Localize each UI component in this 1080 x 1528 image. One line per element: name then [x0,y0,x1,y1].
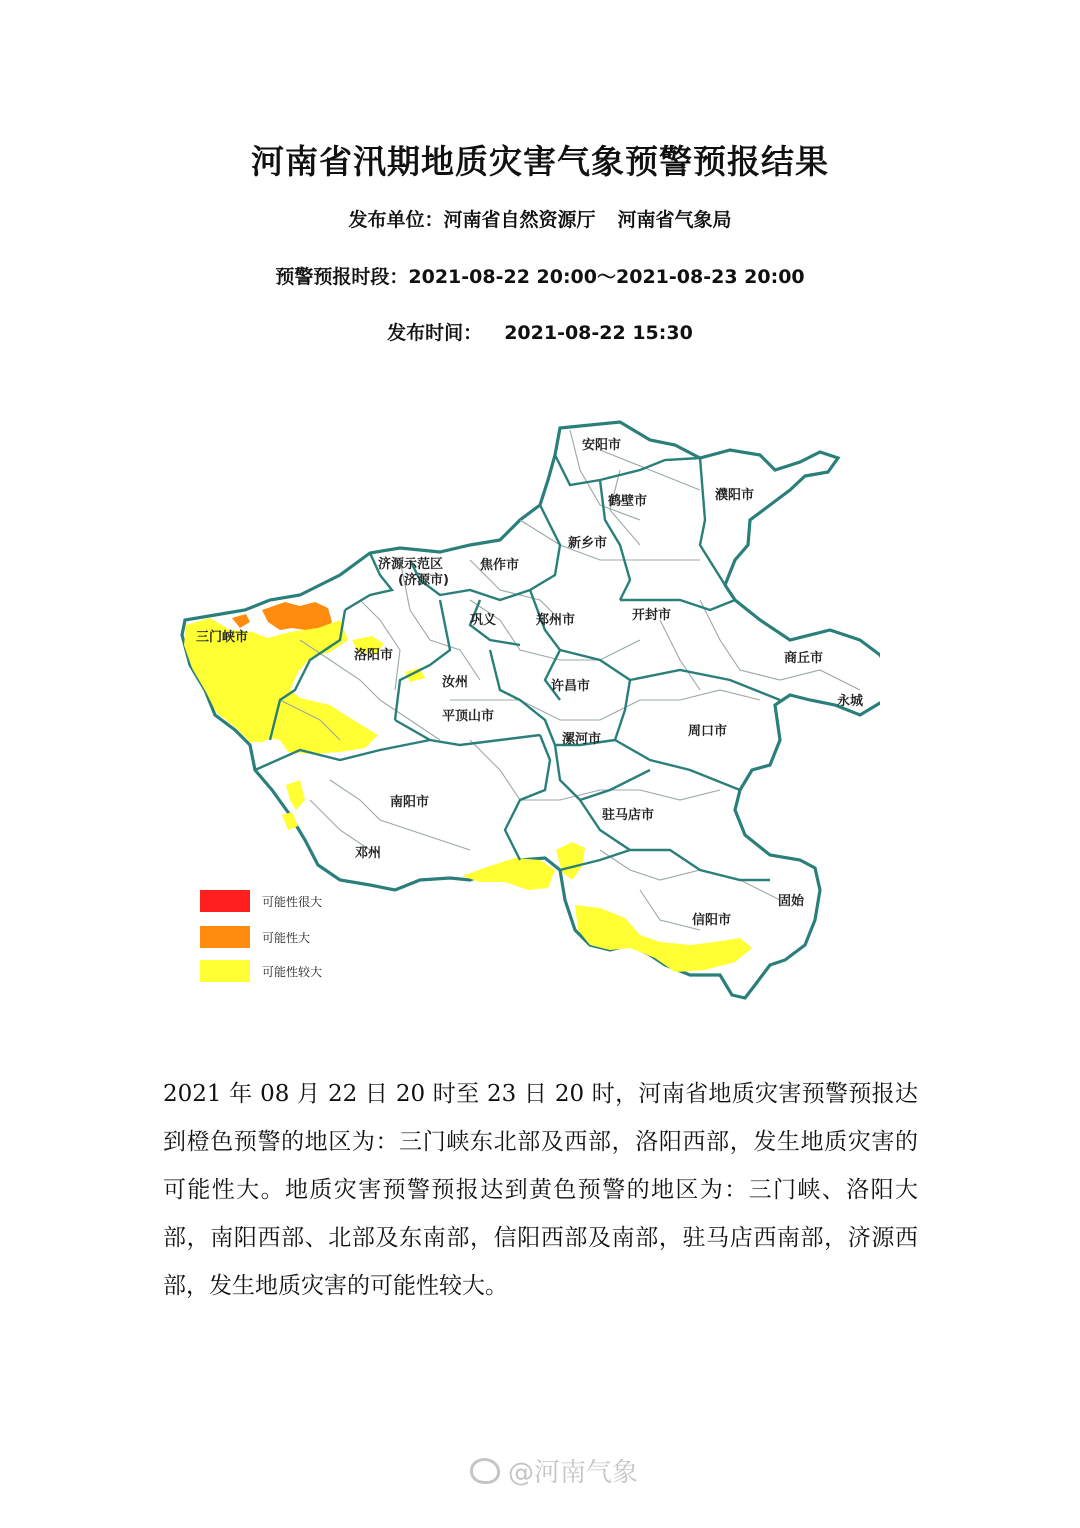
period-line [0,262,1080,289]
city-label-anyang: 安阳市 [582,438,622,453]
legend-swatch-high [200,926,250,948]
period-label: 预警预报时段： [275,266,409,288]
city-label-puyang: 濮阳市 [715,488,755,503]
city-label-xinyang: 信阳市 [692,913,732,928]
city-label-hebi: 鹤壁市 [608,494,648,509]
issuer-org1: 河南省自然资源厅 [443,209,596,231]
city-label-sanmenxia: 三门峡市 [196,630,249,645]
legend-label-high: 可能性大 [262,931,311,945]
city-label-jiyuan: 济源示范区 [378,557,444,572]
issuer-label: 发布单位： [348,209,444,231]
city-label-jiaozuo: 焦作市 [480,558,520,573]
city-label-zhumadian: 驻马店市 [602,808,655,823]
issuer-org2: 河南省气象局 [617,209,732,231]
legend-label-very-high: 可能性很大 [262,895,323,909]
city-label-nanyang: 南阳市 [390,795,430,810]
issue-time-label: 发布时间： [387,322,483,344]
city-label-luoyang: 洛阳市 [354,648,394,663]
weibo-icon [470,1458,500,1484]
city-label-jiyuan-sub: (济源市) [398,573,449,588]
watermark-text: @河南气象 [508,1458,639,1488]
city-label-xinxiang: 新乡市 [568,536,608,551]
legend-label-moderate: 可能性较大 [262,965,323,979]
city-label-ruzhou: 汝州 [442,675,469,690]
city-label-dengzhou: 邓州 [355,846,382,861]
city-label-yongcheng: 永城 [837,694,864,709]
page-title: 河南省汛期地质灾害气象预警预报结果 [251,142,829,181]
city-label-zhoukou: 周口市 [688,724,728,739]
city-label-gongyi: 巩义 [470,613,497,628]
city-label-gushi: 固始 [778,894,805,909]
watermark [470,1452,638,1489]
city-label-luohe: 漯河市 [562,732,602,747]
legend-swatch-very-high [200,890,250,912]
warning-description: 2021 年 08 月 22 日 20 时至 23 日 20 时，河南省地质灾害预警预报达到橙色预警的地区为：三门峡东北部及西部，洛阳西部，发生地质灾害的可能性大。地质灾害预警预报达到黄色预警的地区为：三门峡、洛阳大部，南阳西部、北部及东南部，信阳西部及南部，驻马店西南部，济源西部，发生地质灾害的可能性较大。 [163,1081,918,1299]
legend-swatch-moderate [200,960,250,982]
issue-time-line [0,318,1080,345]
city-label-zhengzhou: 郑州市 [536,613,576,628]
warning-map [160,410,880,1020]
period-value: 2021-08-22 20:00～2021-08-23 20:00 [408,266,805,288]
city-label-kaifeng: 开封市 [632,608,672,623]
city-label-shangqiu: 商丘市 [784,651,824,666]
city-label-xuchang: 许昌市 [551,679,591,694]
issuer-line [0,205,1080,232]
issue-time-value: 2021-08-22 15:30 [504,322,693,344]
map-legend [200,890,322,982]
city-label-pingdingshan: 平顶山市 [442,709,495,724]
